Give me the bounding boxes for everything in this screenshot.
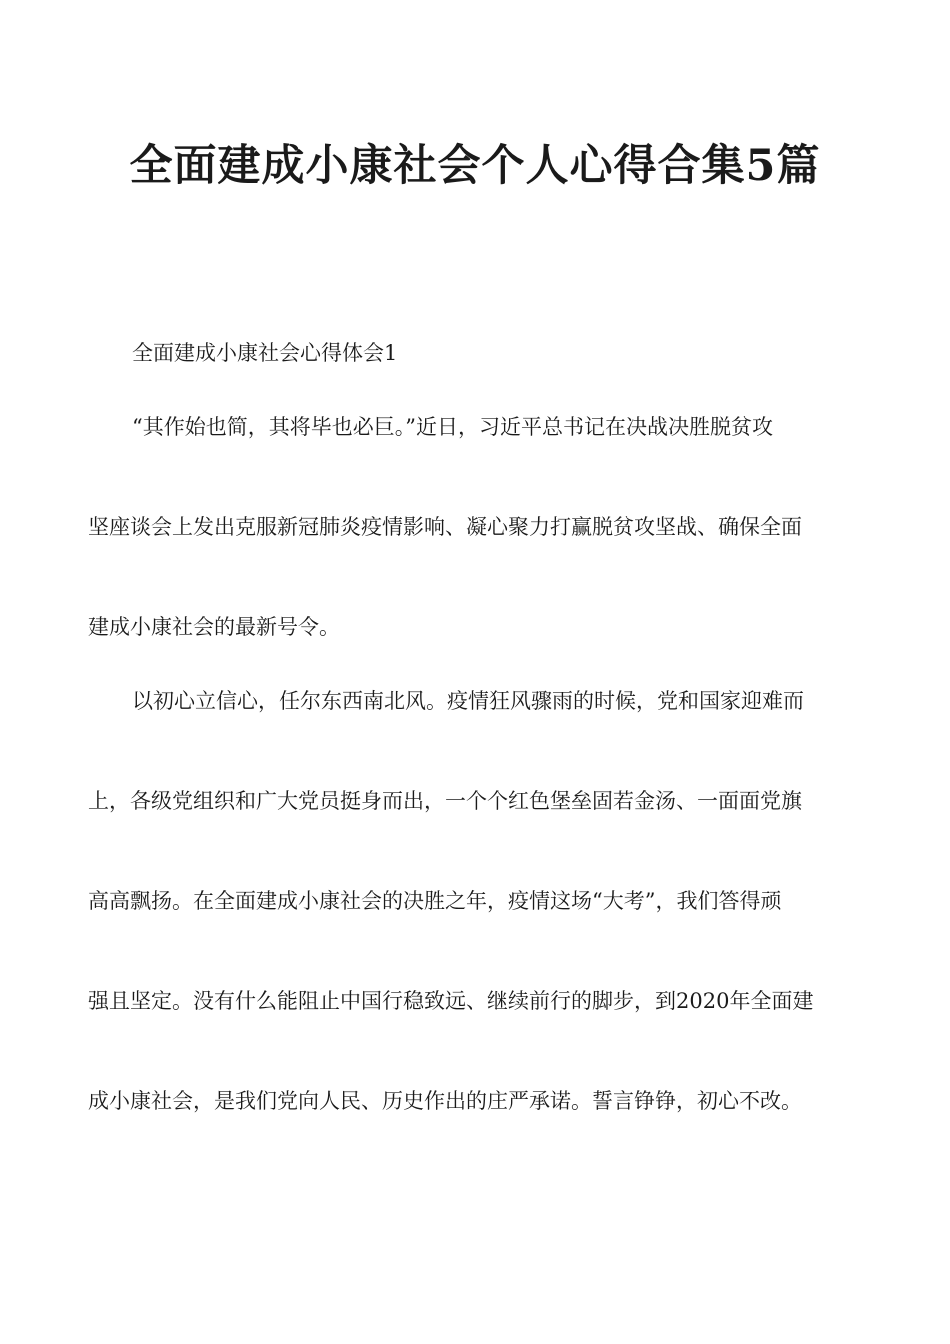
paragraph-line: “其作始也简，其将毕也必巨。”近日，习近平总书记在决战决胜脱贫攻: [132, 415, 773, 439]
section-heading: 全面建成小康社会心得体会1: [132, 341, 398, 365]
paragraph-line: 以初心立信心，任尔东西南北风。疫情狂风骤雨的时候，党和国家迎难而: [132, 689, 804, 713]
paragraph-line: 坚座谈会上发出克服新冠肺炎疫情影响、凝心聚力打赢脱贫攻坚战、确保全面: [88, 515, 802, 539]
document-title: 全面建成小康社会个人心得合集5篇: [129, 141, 821, 191]
paragraph-line: 高高飘扬。在全面建成小康社会的决胜之年，疫情这场“大考”，我们答得顽: [88, 889, 782, 913]
paragraph-line: 建成小康社会的最新号令。: [88, 615, 340, 639]
paragraph-line: 上，各级党组织和广大党员挺身而出，一个个红色堡垒固若金汤、一面面党旗: [88, 789, 802, 813]
paragraph-line: 成小康社会，是我们党向人民、历史作出的庄严承诺。誓言铮铮，初心不改。: [88, 1089, 802, 1113]
paragraph-line: 强且坚定。没有什么能阻止中国行稳致远、继续前行的脚步，到2020年全面建: [88, 989, 814, 1013]
